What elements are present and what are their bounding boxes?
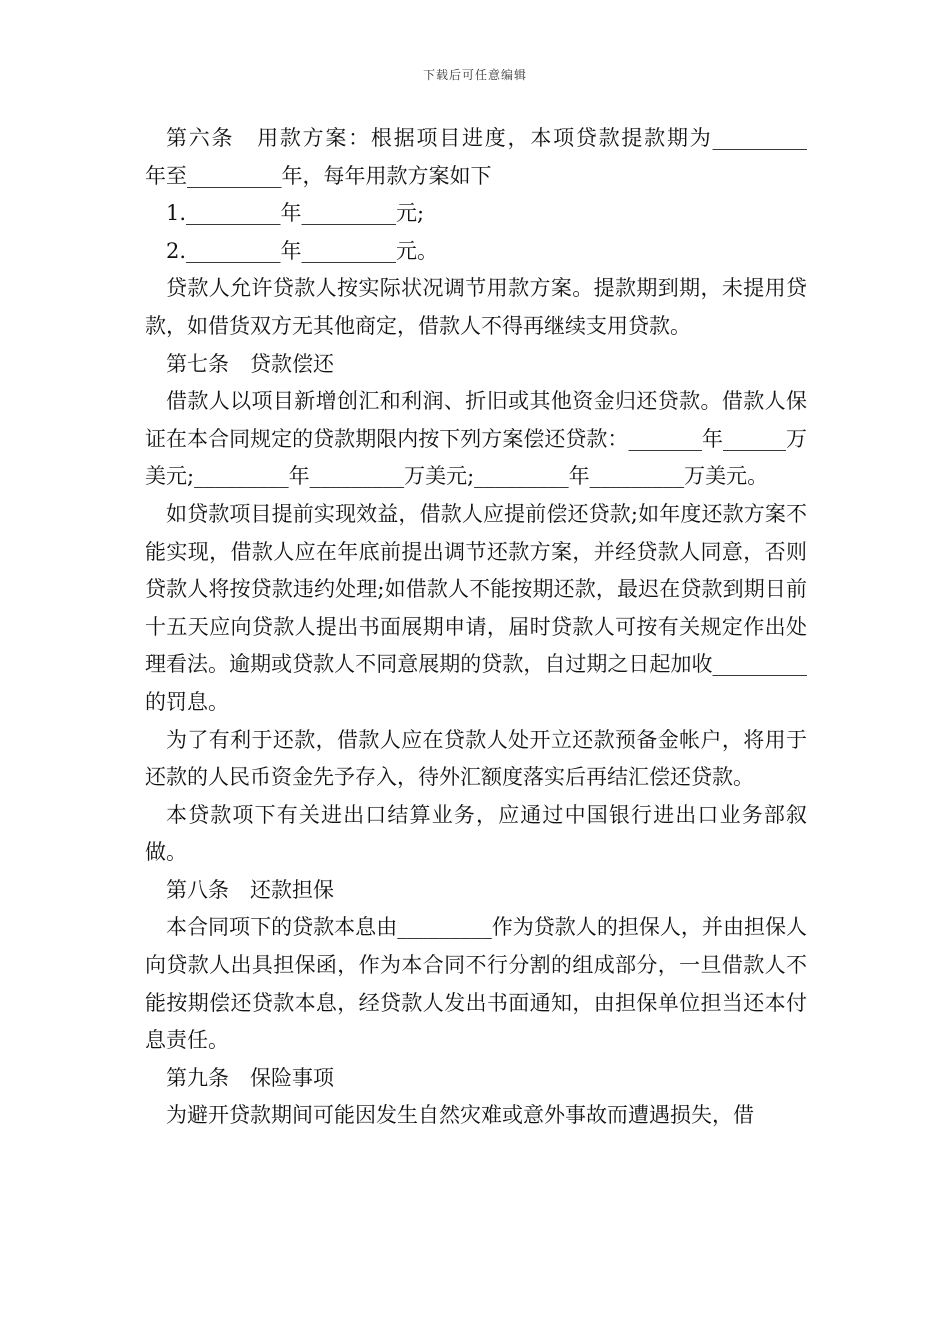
- paragraph-early-repayment: 如贷款项目提前实现效益，借款人应提前偿还贷款;如年度还款方案不能实现，借款人应在年底前提出调节还款方案，并经贷款人同意，否则贷款人将按贷款违约处理;如借款人不能按期还款，最迟在贷款到期日前十五天应向贷款人提出书面展期申请，届时贷款人可按有关规定作出处理看法。逾期或贷款人不同意展期的贷款，自过期之日起加收_________的罚息。: [145, 501, 807, 714]
- article-8-heading: 第八条 还款担保: [166, 877, 334, 902]
- paragraph-adjust-plan: 贷款人允许贷款人按实际状况调节用款方案。提款期到期，未提用贷款，如借货双方无其他商定，借款人不得再继续支用贷款。: [145, 276, 807, 338]
- article-6-line-2: 年至_________年，每年用款方案如下: [145, 163, 492, 188]
- article-9-heading: 第九条 保险事项: [166, 1065, 334, 1090]
- paragraph-repayment: 借款人以项目新增创汇和利润、折旧或其他资金归还贷款。借款人保证在本合同规定的贷款期限内按下列方案偿还贷款：_______年______万美元;_________年_________万美元;_________年_________万美元。: [145, 389, 807, 489]
- article-7-heading: 第七条 贷款偿还: [166, 351, 334, 376]
- paragraph-guarantee: 本合同项下的贷款本息由_________作为贷款人的担保人，并由担保人向贷款人出具担保函，作为本合同不行分割的组成部分，一旦借款人不能按期偿还贷款本息，经贷款人发出书面通知，由担保单位担当还本付息责任。: [145, 915, 807, 1053]
- paragraph-insurance: 为避开贷款期间可能因发生自然灾难或意外事故而遭遇损失，借: [166, 1103, 754, 1128]
- plan-item-2: 2._________年_________元。: [166, 238, 439, 263]
- plan-item-1: 1._________年_________元;: [166, 201, 425, 226]
- article-6-line-1: 第六条 用款方案：根据项目进度，本项贷款提款期为_________: [166, 126, 807, 150]
- document-body: [145, 120, 807, 1135]
- paragraph-settlement: 本贷款项下有关进出口结算业务，应通过中国银行进出口业务部叙做。: [145, 802, 807, 865]
- page-header: 下载后可任意编辑: [422, 68, 527, 82]
- paragraph-reserve-account: 为了有利于还款，借款人应在贷款人处开立还款预备金帐户，将用于还款的人民币资金先予存入，待外汇额度落实后再结汇偿还贷款。: [145, 727, 807, 790]
